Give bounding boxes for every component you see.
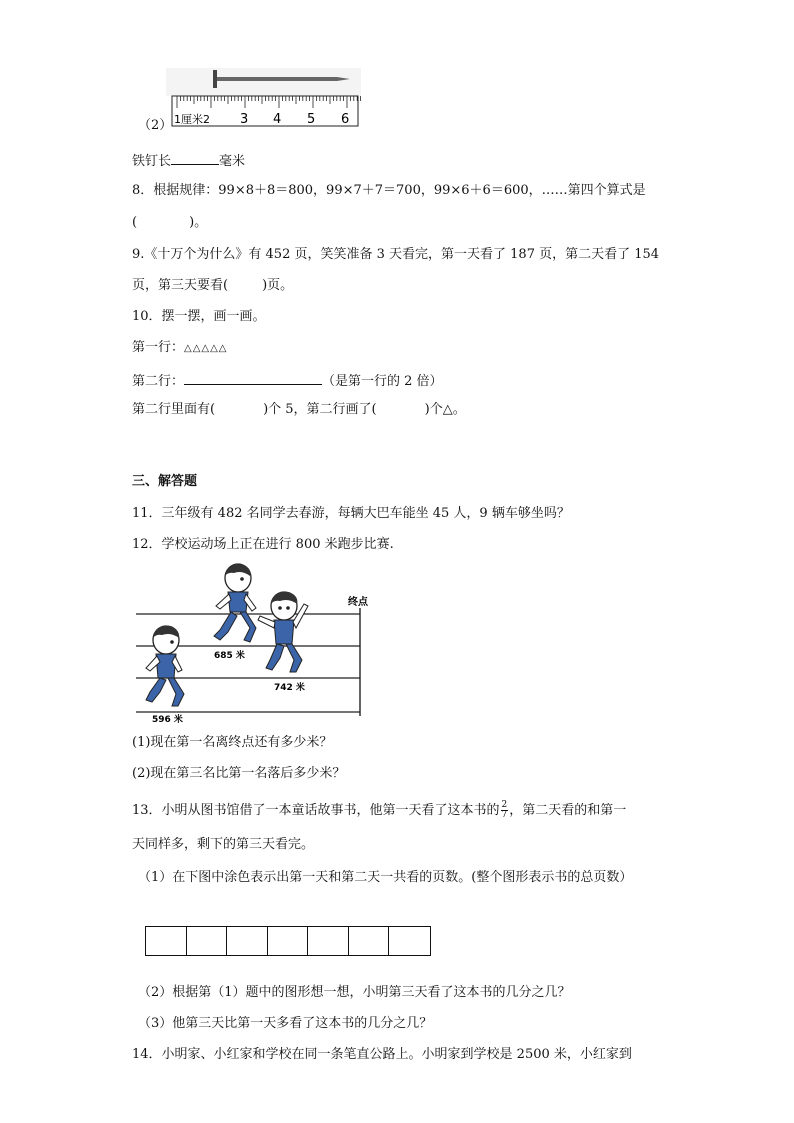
q9-line1: 9.《十万个为什么》有 452 页，笑笑准备 3 天看完，第一天看了 187 页，第二天看了 154: [132, 247, 660, 262]
q13-line1-pre: 13．小明从图书馆借了一本童话故事书，他第一天看了这本书的: [132, 803, 500, 818]
q10-title: 10．摆一摆，画一画。: [132, 309, 266, 324]
q9-line2: [132, 277, 293, 295]
triangle-shapes: △△△△△: [184, 343, 228, 354]
nail-ruler-figure: [166, 68, 361, 128]
nail-head: [213, 70, 217, 88]
q13-sub1: （1）在下图中涂色表示出第一天和第二天一共看的页数。(整个图形表示书的总页数）: [138, 870, 633, 885]
runner-596: [146, 626, 184, 706]
section3-title: 三、解答题: [132, 474, 198, 489]
q8-close: )。: [189, 215, 208, 230]
q10-row2-label: 第二行：: [132, 374, 185, 389]
ruler-label-4: 4: [273, 112, 282, 127]
ruler-shadow: [166, 68, 361, 96]
q13-sub3: （3）他第三天比第一天多看了这本书的几分之几？: [138, 1016, 433, 1031]
label-685: 685 米: [214, 651, 245, 661]
running-track-figure: [134, 560, 374, 725]
q10-row2-blank[interactable]: [184, 370, 322, 385]
q13-sub2: （2）根据第（1）题中的图形想一想，小明第三天看了这本书的几分之几？: [138, 985, 571, 1000]
q8-open: (: [132, 215, 138, 230]
q12-sub1: (1)现在第一名离终点还有多少米？: [132, 735, 333, 750]
q8-answer-line: [132, 214, 207, 232]
q10-row3-c: )个△。: [424, 402, 466, 417]
fraction-grid-cell[interactable]: [187, 927, 228, 955]
q9-post: )页。: [262, 278, 294, 293]
q12-sub2: (2)现在第三名比第一名落后多少米？: [132, 766, 346, 781]
q10-row3-a: 第二行里面有(: [132, 402, 216, 417]
q10-row3-b: )个 5，第二行画了(: [263, 402, 377, 417]
nail-length-blank[interactable]: [171, 150, 219, 165]
fraction-grid-cell[interactable]: [389, 927, 430, 955]
ruler-label-1: 1厘米2: [174, 113, 210, 126]
ruler-item-label: （2）: [138, 118, 173, 133]
finish-label: 终点: [348, 597, 368, 608]
q10-row2: [132, 370, 443, 391]
q12-text: 12．学校运动场上正在进行 800 米跑步比赛.: [132, 537, 394, 552]
ruler-label-5: 5: [307, 112, 316, 127]
q10-row2-note: （是第一行的 2 倍）: [322, 374, 443, 389]
fraction-grid[interactable]: [145, 926, 431, 956]
q7b-line: [132, 150, 245, 171]
q13-line2: 天同样多，剩下的第三天看完。: [132, 837, 315, 852]
fraction-denominator: 7: [501, 810, 508, 820]
label-742: 742 米: [274, 683, 305, 693]
fraction-grid-cell[interactable]: [227, 927, 268, 955]
ruler-label-6: 6: [341, 112, 350, 127]
q10-row1: [132, 339, 227, 358]
runner-685: [214, 564, 256, 642]
nail-shaft: [217, 77, 337, 81]
fraction-two-sevenths: [501, 801, 509, 820]
q13-line1-post: ，第二天看的和第一: [509, 803, 627, 818]
q13-line1: [132, 801, 626, 820]
fraction-grid-cell[interactable]: [146, 927, 187, 955]
fraction-numerator: 2: [501, 800, 508, 810]
q11-text: 11．三年级有 482 名同学去春游，每辆大巴车能坐 45 人，9 辆车够坐吗？: [132, 506, 570, 521]
label-596: 596 米: [152, 715, 183, 725]
running-track-svg: [134, 560, 374, 725]
nail-ruler-svg: [166, 68, 361, 128]
q10-row3: [132, 401, 466, 419]
fraction-grid-cell[interactable]: [268, 927, 309, 955]
fraction-grid-cell[interactable]: [349, 927, 390, 955]
runner-742: [258, 592, 308, 672]
q7b-prefix: 铁钉长: [132, 154, 172, 169]
q10-row1-label: 第一行：: [132, 340, 185, 355]
fraction-grid-cell[interactable]: [308, 927, 349, 955]
ruler-label-3: 3: [240, 112, 249, 127]
q14-text: 14．小明家、小红家和学校在同一条笔直公路上。小明家到学校是 2500 米，小红家到: [132, 1047, 632, 1062]
q7b-suffix: 毫米: [219, 154, 246, 169]
q8-text: 8．根据规律：99×8＋8＝800，99×7＋7＝700，99×6＋6＝600，……第四个算式是: [132, 183, 646, 198]
q9-pre: 页，第三天要看(: [132, 278, 229, 293]
